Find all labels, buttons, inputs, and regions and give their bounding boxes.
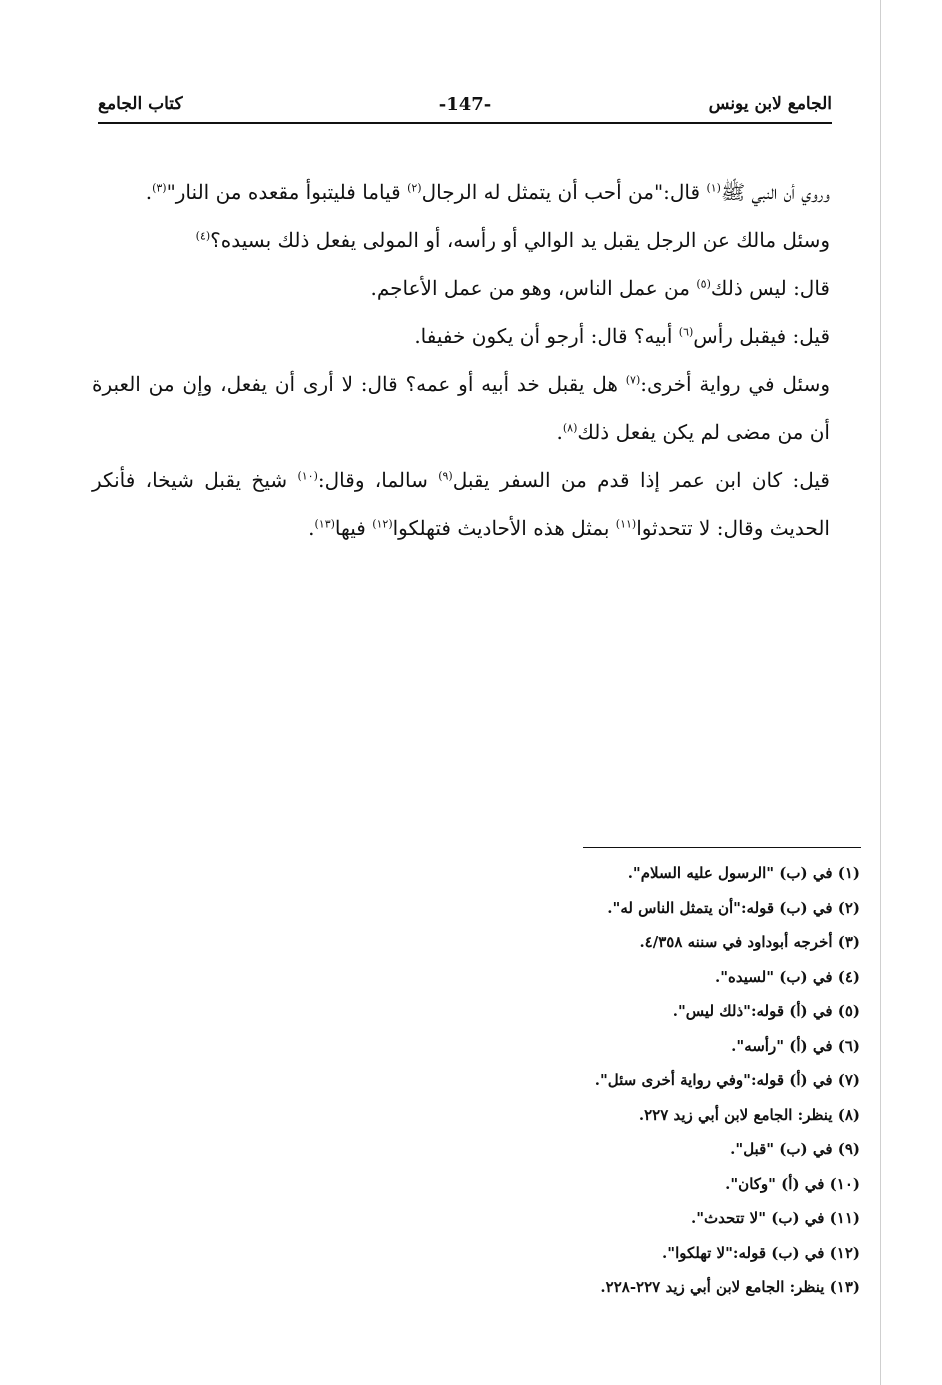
footnote-ref: (١١)	[615, 517, 637, 531]
header-chapter-title: كتاب الجامع	[98, 94, 183, 114]
footnotes	[300, 856, 860, 1305]
paragraph-text: فيها	[334, 516, 373, 540]
footnote-ref: (٣)	[152, 181, 167, 195]
footnote-1: (١) في (ب) "الرسول عليه السلام".	[627, 864, 860, 882]
footnote-12: (١٢) في (ب) قوله:"لا تهلكوا".	[662, 1243, 860, 1262]
page-number: -147-	[438, 94, 492, 115]
paragraph-text: .	[308, 516, 315, 540]
paragraph-text: .	[145, 180, 153, 204]
paragraph-6	[92, 456, 864, 552]
paragraph-text: قياما فليتبوأ مقعده من النار"	[166, 180, 408, 204]
footnote-11: (١١) في (ب) "لا تتحدث".	[691, 1209, 860, 1227]
paragraph-2	[92, 216, 864, 264]
footnote-3: (٣) أخرجه أبوداود في سننه ٤/٣٥٨.	[639, 933, 860, 951]
footnote-13: (١٣) ينظر: الجامع لابن أبي زيد ٢٢٧-٢٢٨.	[600, 1278, 860, 1296]
footnote-ref: (٥)	[696, 277, 711, 291]
footnote-ref: (٦)	[678, 325, 694, 339]
paragraph-text: وسئل في رواية أخرى:	[640, 372, 830, 396]
footnote-ref: (٨)	[562, 421, 578, 435]
paragraph-text: قيل: كان ابن عمر إذا قدم من السفر يقبل	[452, 468, 830, 492]
paragraph-text: قال:"من أحب أن يتمثل له الرجال	[421, 180, 707, 204]
footnote-9: (٩) في (ب) "قبل".	[730, 1140, 860, 1158]
paragraph-text: هل يقبل خد أبيه أو عمه؟ قال: لا أرى أن يفعل، وإن من العبرة أن من مضى لم يكن يفعل ذلك	[92, 372, 830, 444]
footnote-2: (٢) في (ب) قوله:"أن يتمثل الناس له".	[607, 898, 860, 917]
page-edge-line	[880, 0, 881, 1385]
paragraph-3	[92, 264, 864, 312]
footnote-4: (٤) في (ب) "لسيده".	[715, 967, 860, 986]
paragraph-1	[92, 168, 864, 216]
paragraph-text: أبيه؟ قال: أرجو أن يكون خفيفا.	[414, 324, 679, 348]
paragraph-text: قيل: فيقبل رأس	[693, 324, 830, 348]
paragraph-text: بمثل هذه الأحاديث فتهلكوا	[392, 516, 616, 540]
header-book-title: الجامع لابن يونس	[708, 94, 832, 114]
footnote-6: (٦) في (أ) "رأسه".	[731, 1036, 860, 1055]
footnote-ref: (٤)	[195, 229, 211, 243]
footnote-ref: (٢)	[407, 181, 422, 195]
footnote-separator	[583, 847, 861, 848]
paragraph-text: وسئل مالك عن الرجل يقبل يد الوالي أو رأسه، أو المولى يفعل ذلك بسيده؟	[210, 228, 830, 252]
paragraph-5	[92, 360, 864, 456]
footnote-ref: (٧)	[625, 373, 641, 387]
footnote-ref: (١٢)	[372, 517, 393, 531]
footnote-10: (١٠) في (أ) "وكان".	[725, 1174, 860, 1193]
main-text	[92, 168, 864, 552]
paragraph-text: وروي أن النبي ﷺ	[720, 180, 830, 204]
footnote-ref: (١٠)	[297, 469, 318, 483]
paragraph-text: قال: ليس ذلك	[710, 276, 830, 300]
paragraph-text: سالما، وقال:	[317, 468, 439, 492]
paragraph-text: .	[556, 420, 563, 444]
paragraph-4	[92, 312, 864, 360]
header-rule	[98, 122, 832, 124]
paragraph-text: شيخ يقبل شيخا، فأنكر الحديث وقال: لا تتحدثوا	[92, 468, 830, 540]
footnote-8: (٨) ينظر: الجامع لابن أبي زيد ٢٢٧.	[638, 1105, 860, 1124]
footnote-ref: (١)	[706, 181, 721, 195]
running-header	[98, 94, 832, 128]
footnote-ref: (٩)	[438, 469, 453, 483]
footnote-7: (٧) في (أ) قوله:"وفي رواية أخرى سئل".	[594, 1071, 860, 1089]
paragraph-text: من عمل الناس، وهو من عمل الأعاجم.	[370, 276, 697, 300]
footnote-5: (٥) في (أ) قوله:"ذلك ليس".	[672, 1002, 860, 1020]
footnote-ref: (١٣)	[314, 517, 335, 531]
